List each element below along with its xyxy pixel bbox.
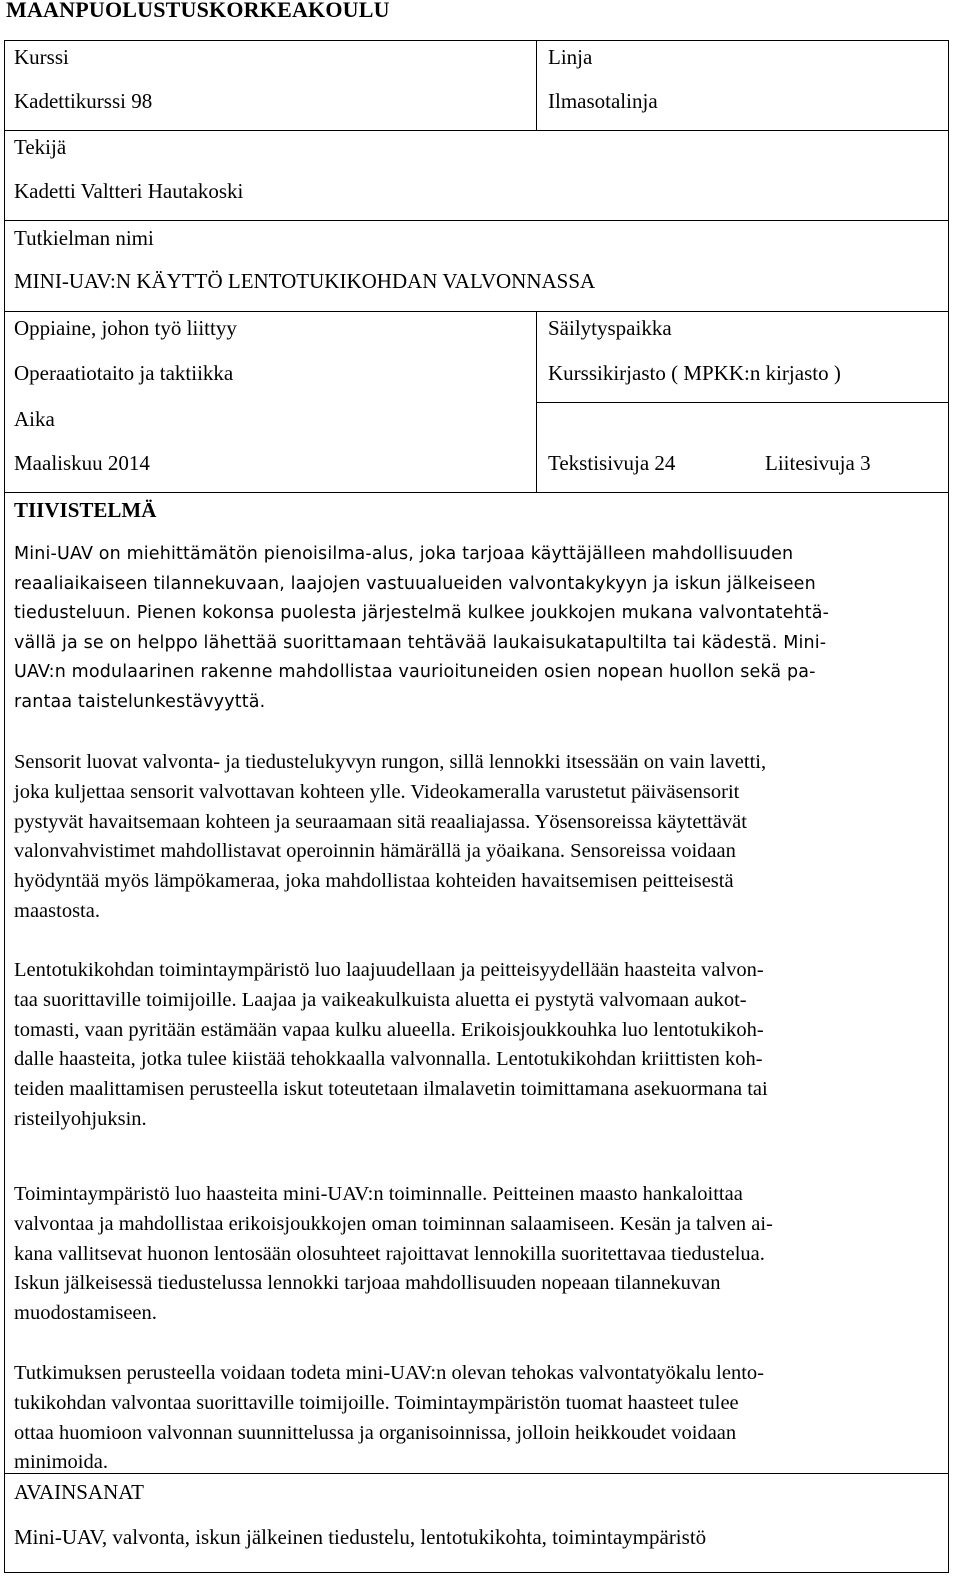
abstract-heading: TIIVISTELMÄ [14,498,157,522]
divider [536,402,949,403]
text-pages: Tekstisivuja 24 [548,451,676,475]
author-value: Kadetti Valtteri Hautakoski [14,179,244,203]
abstract-line: kana vallitsevat huonon lentosään olosuhteet rajoittavat lennokilla suoritettavaa tiedustelua. [14,1242,765,1265]
abstract-line: Mini-UAV on miehittämätön pienoisilma-alus, joka tarjoaa käyttäjälleen mahdollisuuden [14,544,794,564]
subject-label: Oppiaine, johon työ liittyy [14,316,237,340]
abstract-paragraph-5 [14,1359,939,1478]
abstract-line: Toimintaympäristö luo haasteita mini-UAV:n toiminnalle. Peitteinen maasto hankaloittaa [14,1183,743,1205]
abstract-paragraph-2 [14,748,939,927]
thesis-label: Tutkielman nimi [14,226,154,250]
organization-title: MAANPUOLUSTUSKORKEAKOULU [6,0,390,22]
abstract-line: Lentotukikohdan toimintaympäristö luo laajuudellaan ja peitteisyydellään haasteita valvon- [14,959,764,981]
abstract-line: UAV:n modulaarinen rakenne mahdollistaa vaurioituneiden osien nopean huollon sekä pa- [14,662,816,683]
abstract-line: risteilyohjuksin. [14,1107,147,1130]
time-value: Maaliskuu 2014 [14,451,150,475]
line-value: Ilmasotalinja [548,89,658,113]
abstract-line: Iskun jälkeisessä tiedustelussa lennokki tarjoaa mahdollisuuden nopeaan tilannekuvan [14,1272,721,1295]
abstract-paragraph-4 [14,1180,939,1329]
divider [4,130,949,131]
abstract-line: reaaliaikaiseen tilannekuvaan, laajojen vastuualueiden valvontakykyyn ja iskun jälkeiseen [14,573,816,594]
keywords-value: Mini-UAV, valvonta, iskun jälkeinen tiedustelu, lentotukikohta, toimintaympäristö [14,1525,707,1549]
course-label: Kurssi [14,45,69,69]
storage-value: Kurssikirjasto ( MPKK:n kirjasto ) [548,361,841,385]
abstract-line: tomasti, vaan pyritään estämään vapaa kulku alueella. Erikoisjoukkouhka luo lentotukikoh- [14,1018,764,1041]
abstract-line: taa suorittaville toimijoille. Laajaa ja vaikeakulkuista aluetta ei pystytä valvomaan aukot- [14,988,747,1011]
divider [4,220,949,221]
abstract-paragraph-1 [14,540,939,718]
divider [4,311,949,312]
subject-value: Operaatiotaito ja taktiikka [14,361,234,385]
abstract-line: vällä ja se on helppo lähettää suorittamaan tehtävää laukaisukatapultilta tai kädestä. Mini- [14,632,827,653]
divider [4,492,949,493]
abstract-paragraph-3 [14,956,939,1135]
abstract-line: rantaa taistelunkestävyyttä. [14,691,266,712]
abstract-line: Tutkimuksen perusteella voidaan todeta mini-UAV:n olevan tehokas valvontatyökalu lento- [14,1362,765,1384]
divider [536,40,537,130]
abstract-line: pystyvät havaitsemaan kohteen ja seuraamaan sitä reaaliajassa. Yösensoreissa käytettävät [14,810,747,833]
storage-label: Säilytyspaikka [548,316,672,340]
abstract-line: valonvahvistimet mahdollistavat operoinnin hämärällä ja yöaikana. Sensoreissa voidaan [14,840,736,863]
abstract-line: minimoida. [14,1451,108,1474]
author-label: Tekijä [14,135,67,159]
abstract-line: maastosta. [14,899,100,922]
keywords-heading: AVAINSANAT [14,1480,144,1504]
abstract-line: ottaa huomioon valvonnan suunnittelussa ja organisoinnissa, jolloin heikkoudet voidaan [14,1421,737,1444]
abstract-line: tukikohdan valvontaa suorittaville toimijoille. Toimintaympäristön tuomat haasteet tulee [14,1391,739,1414]
abstract-line: dalle haasteita, jotka tulee kiistää tehokkaalla valvonnalla. Lentotukikohdan kriittisten koh- [14,1048,763,1071]
abstract-line: tiedusteluun. Pienen kokonsa puolesta järjestelmä kulkee joukkojen mukana valvontatehtä- [14,603,830,624]
line-label: Linja [548,45,593,69]
appendix-pages: Liitesivuja 3 [765,451,871,475]
abstract-line: hyödyntää myös lämpökameraa, joka mahdollistaa kohteiden havaitsemisen peitteisestä [14,870,734,893]
abstract-line: Sensorit luovat valvonta- ja tiedustelukyvyn rungon, sillä lennokki itsessään on vain lavetti, [14,751,767,773]
time-label: Aika [14,407,55,431]
abstract-line: joka kuljettaa sensorit valvottavan kohteen ylle. Videokameralla varustetut päiväsensorit [14,780,740,803]
divider [536,311,537,492]
abstract-line: valvontaa ja mahdollistaa erikoisjoukkojen oman toiminnan salaamiseen. Kesän ja talven ai- [14,1212,773,1235]
thesis-title: MINI-UAV:N KÄYTTÖ LENTOTUKIKOHDAN VALVONNASSA [14,269,596,293]
abstract-line: teiden maalittamisen perusteella iskut toteutetaan ilmalavetin toimittamana asekuormana tai [14,1078,768,1101]
course-value: Kadettikurssi 98 [14,89,153,113]
abstract-line: muodostamiseen. [14,1302,157,1325]
